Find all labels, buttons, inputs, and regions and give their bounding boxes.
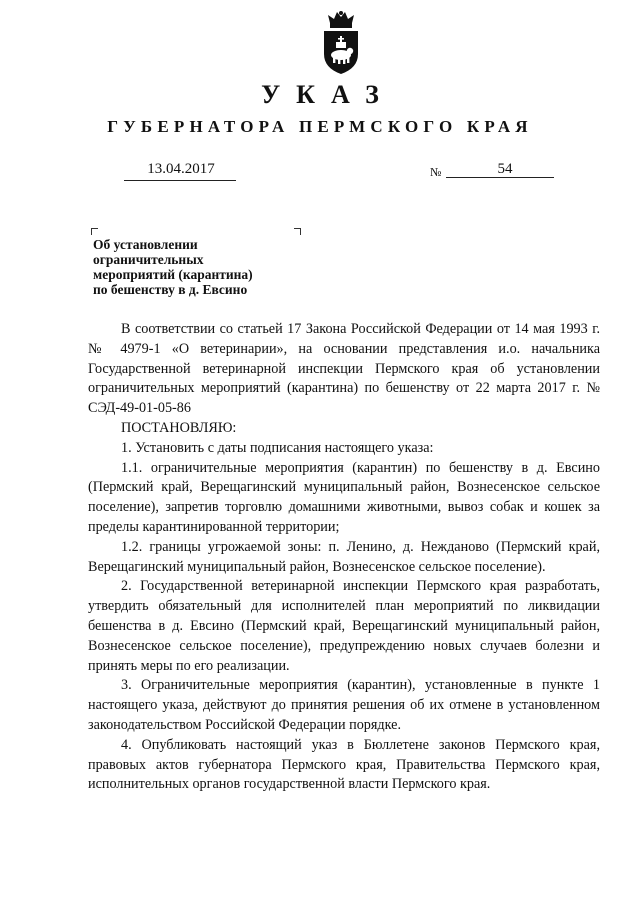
- subject-line: Об установлении: [93, 237, 198, 252]
- document-subtitle: ГУБЕРНАТОРА ПЕРМСКОГО КРАЯ: [107, 117, 533, 136]
- item-3: 3. Ограничительные мероприятия (карантин), установленные в пункте 1 настоящего указа, действуют до принятия решения об их отмене в установленном законодательством Российской Федерации порядке.: [88, 677, 600, 733]
- item-4: 4. Опубликовать настоящий указ в Бюллетене законов Пермского края, правовых актов губернатора Пермского края, Правительства Пермского края, исполнительных органов государственной власти Пермского края.: [88, 736, 600, 793]
- date-field: [126, 161, 236, 178]
- subject-line: ограничительных: [93, 252, 204, 267]
- subject-bracket-right: [294, 228, 301, 235]
- subject-line: по бешенству в д. Евсино: [93, 282, 248, 297]
- decree-subject: [93, 237, 313, 297]
- document-title: УКАЗ: [261, 80, 395, 109]
- item-1-2: 1.2. границы угрожаемой зоны: п. Ленино, д. Нежданово (Пермский край, Верещагинский муниципальный район, Вознесенское сельское поселение).: [88, 538, 600, 575]
- item-1-1: 1.1. ограничительные мероприятия (карантин) по бешенству в д. Евсино (Пермский край, Верещагинский муниципальный район, Вознесенское сельское поселение), запретив торговлю домашними животными, вывоз собак и кошек за пределы карантинированной территории;: [88, 459, 600, 535]
- number-underline: [446, 177, 554, 178]
- coat-of-arms-icon: [316, 10, 366, 76]
- number-sign: №: [430, 165, 442, 179]
- date-underline: [124, 180, 236, 181]
- decree-body: [88, 320, 600, 795]
- item-1: 1. Установить с даты подписания настоящего указа:: [121, 439, 434, 456]
- decree-date: 13.04.2017: [147, 161, 215, 177]
- decree-word: ПОСТАНОВЛЯЮ:: [121, 419, 237, 436]
- subject-bracket-left: [91, 228, 98, 235]
- decree-number: 54: [497, 161, 513, 177]
- preamble-paragraph: В соответствии со статьей 17 Закона Российской Федерации от 14 мая 1993 г. № 4979-1 «О ветеринарии», на основании представления и.о. начальника Государственной ветеринарной инспекции Пермского края об установлении ограничительных мероприятий (карантина) по бешенству от 22 марта 2017 г. № СЭД-49-01-05-86: [88, 321, 600, 417]
- item-2: 2. Государственной ветеринарной инспекции Пермского края разработать, утвердить обязательный для исполнителей план мероприятий по ликвидации бешенства в д. Евсино (Пермский край, Верещагинский муниципальный район, Вознесенское сельское поселение), предупреждению новых случаев болезни и принять меры по его реализации.: [88, 578, 600, 674]
- subject-line: мероприятий (карантина): [93, 267, 253, 282]
